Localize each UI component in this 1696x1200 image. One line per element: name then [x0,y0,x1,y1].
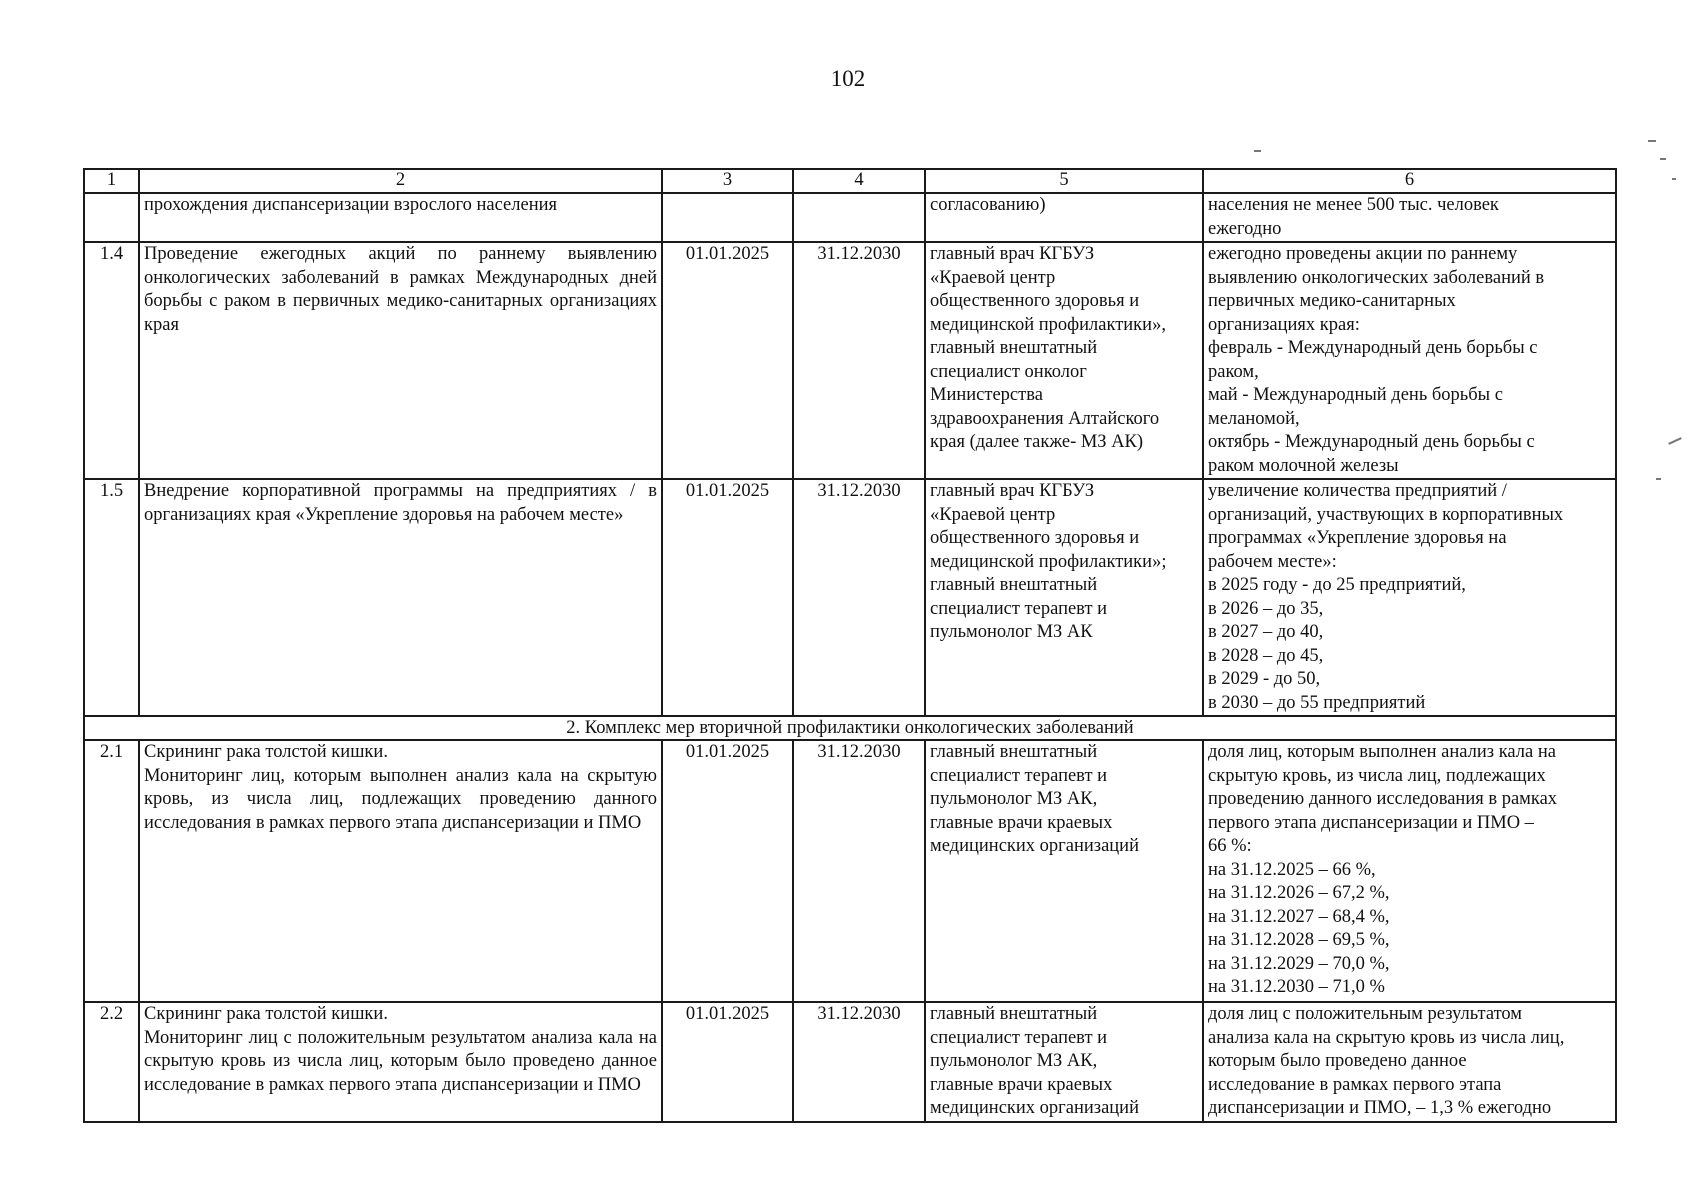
expected-result-line: первого этапа диспансеризации и ПМО – [1208,812,1534,833]
expected-result-line: первичных медико-санитарных [1208,291,1456,311]
item-description: Внедрение корпоративной программы на предприятиях / в организациях края «Укрепление здоровья на рабочем месте» [139,479,662,716]
column-header: 1 [84,169,139,193]
responsible-persons-line: пульмонолог МЗ АК, [930,1051,1098,1071]
expected-result-line: в 2025 году - до 25 предприятий, [1208,575,1466,595]
responsible-persons-line: специалист онколог [930,361,1087,382]
responsible-persons-line: главный врач КГБУЗ [930,244,1095,264]
expected-result-line: в 2030 – до 55 предприятий [1208,692,1426,713]
responsible-persons-line: главные врачи краевых [930,812,1113,833]
responsible-persons-line: специалист терапевт и [930,765,1108,786]
item-description: прохождения диспансеризации взрослого населения [139,193,662,242]
item-description-line: Скрининг рака толстой кишки. [144,1004,388,1024]
responsible-persons [925,242,1203,479]
expected-result-line: в 2028 – до 45, [1208,645,1324,666]
responsible-persons-line: медицинской профилактики», [930,314,1166,335]
responsible-persons [925,740,1203,1002]
expected-result-line: населения не менее 500 тыс. человек [1208,195,1499,215]
expected-result [1203,193,1616,242]
responsible-persons [925,479,1203,716]
expected-result-line: октябрь - Международный день борьбы с [1208,432,1535,452]
item-number: 2.1 [84,740,139,1002]
expected-result-line: на 31.12.2027 – 68,4 %, [1208,906,1390,927]
responsible-persons-line: пульмонолог МЗ АК, [930,789,1098,809]
expected-result-line: май - Международный день борьбы с [1208,385,1503,405]
end-date: 31.12.2030 [793,242,925,479]
expected-result-line: на 31.12.2029 – 70,0 %, [1208,953,1390,974]
responsible-persons-line: медицинских организаций [930,1098,1139,1118]
responsible-persons-line: общественного здоровья и [930,528,1140,548]
expected-result [1203,242,1616,479]
start-date [662,193,793,242]
responsible-persons-line: медицинской профилактики»; [930,551,1167,572]
column-header: 4 [793,169,925,193]
start-date: 01.01.2025 [662,242,793,479]
item-number [84,193,139,242]
expected-result-line: в 2027 – до 40, [1208,622,1324,642]
item-description-line: Мониторинг лиц с положительным результатом анализа кала на скрытую кровь из числа лиц, которым было проведено данное исследование в рамках первого этапа диспансеризации и ПМО [144,1027,657,1095]
section-title: 2. Комплекс мер вторичной профилактики онкологических заболеваний [84,716,1616,740]
expected-result-line: программах «Укрепление здоровья на [1208,528,1507,548]
start-date: 01.01.2025 [662,1002,793,1122]
expected-result-line: доля лиц с положительным результатом [1208,1004,1523,1024]
table-row [84,242,1616,479]
item-number: 1.4 [84,242,139,479]
end-date [793,193,925,242]
expected-result-line: на 31.12.2030 – 71,0 % [1208,977,1385,997]
responsible-persons-line: главный внештатный [930,575,1098,595]
expected-result-line: доля лиц, которым выполнен анализ кала на [1208,742,1556,762]
responsible-persons-line: «Краевой центр [930,504,1056,525]
expected-result-line: увеличение количества предприятий / [1208,481,1507,501]
responsible-persons-line: главный врач КГБУЗ [930,481,1095,501]
start-date: 01.01.2025 [662,740,793,1002]
expected-result [1203,1002,1616,1122]
expected-result-line: в 2029 - до 50, [1208,669,1321,689]
start-date: 01.01.2025 [662,479,793,716]
expected-result-line: на 31.12.2025 – 66 %, [1208,859,1376,880]
expected-result-line: раком молочной железы [1208,455,1399,476]
table-row [84,193,1616,242]
expected-result-line: организациях края: [1208,314,1360,335]
expected-result-line: анализа кала на скрытую кровь из числа лиц, [1208,1027,1565,1048]
item-number: 2.2 [84,1002,139,1122]
expected-result-line: скрытую кровь, из числа лиц, подлежащих [1208,765,1546,786]
column-header: 5 [925,169,1203,193]
expected-result [1203,479,1616,716]
item-number: 1.5 [84,479,139,716]
expected-result-line: которым было проведено данное [1208,1051,1467,1071]
expected-result-line: на 31.12.2026 – 67,2 %, [1208,883,1390,903]
expected-result-line: на 31.12.2028 – 69,5 %, [1208,930,1390,950]
header-row [84,169,1616,193]
section-row [84,716,1616,740]
item-description [139,740,662,1002]
responsible-persons [925,1002,1203,1122]
item-description-line: Мониторинг лиц, которым выполнен анализ кала на скрытую кровь, из числа лиц, подлежащих проведению данного исследования в рамках первого этапа диспансеризации и ПМО [144,765,657,833]
responsible-persons-line: специалист терапевт и [930,1027,1108,1048]
responsible-persons-line: края (далее также- МЗ АК) [930,432,1144,452]
responsible-persons-line: главные врачи краевых [930,1074,1113,1095]
expected-result-line: в 2026 – до 35, [1208,598,1324,619]
expected-result-line: организаций, участвующих в корпоративных [1208,504,1564,525]
end-date: 31.12.2030 [793,479,925,716]
column-header: 2 [139,169,662,193]
end-date: 31.12.2030 [793,740,925,1002]
column-header: 3 [662,169,793,193]
item-description: Проведение ежегодных акций по раннему выявлению онкологических заболеваний в рамках Международных дней борьбы с раком в первичных медико-санитарных организациях края [139,242,662,479]
column-header: 6 [1203,169,1616,193]
item-description-line: Скрининг рака толстой кишки. [144,742,388,762]
responsible-persons-line: здравоохранения Алтайского [930,408,1160,429]
responsible-persons-line: Министерства [930,385,1043,405]
expected-result-line: февраль - Международный день борьбы с [1208,338,1538,358]
expected-result-line: проведению данного исследования в рамках [1208,789,1558,809]
responsible-persons-line: главный внештатный [930,742,1098,762]
responsible-persons-line: главный внештатный [930,1004,1098,1024]
expected-result-line: рабочем месте»: [1208,551,1337,572]
responsible-persons-line: медицинских организаций [930,836,1139,856]
expected-result [1203,740,1616,1002]
table-row [84,479,1616,716]
end-date: 31.12.2030 [793,1002,925,1122]
expected-result-line: исследование в рамках первого этапа [1208,1074,1502,1095]
responsible-persons-line: пульмонолог МЗ АК [930,622,1093,642]
responsible-persons-line: общественного здоровья и [930,291,1140,311]
table-row [84,740,1616,1002]
table-row [84,1002,1616,1122]
responsible-persons [925,193,1203,242]
expected-result-line: меланомой, [1208,408,1300,429]
responsible-persons-line: главный внештатный [930,338,1098,358]
table-body [84,193,1616,1122]
expected-result-line: ежегодно проведены акции по раннему [1208,244,1518,264]
measures-table [83,168,1617,1123]
expected-result-line: 66 %: [1208,836,1252,856]
responsible-persons-line: согласованию) [930,195,1046,215]
item-description [139,1002,662,1122]
page-number: 102 [830,66,866,91]
expected-result-line: раком, [1208,361,1259,382]
expected-result-line: ежегодно [1208,218,1282,239]
responsible-persons-line: «Краевой центр [930,267,1056,288]
responsible-persons-line: специалист терапевт и [930,598,1108,619]
expected-result-line: диспансеризации и ПМО, – 1,3 % ежегодно [1208,1098,1552,1118]
expected-result-line: выявлению онкологических заболеваний в [1208,267,1545,288]
